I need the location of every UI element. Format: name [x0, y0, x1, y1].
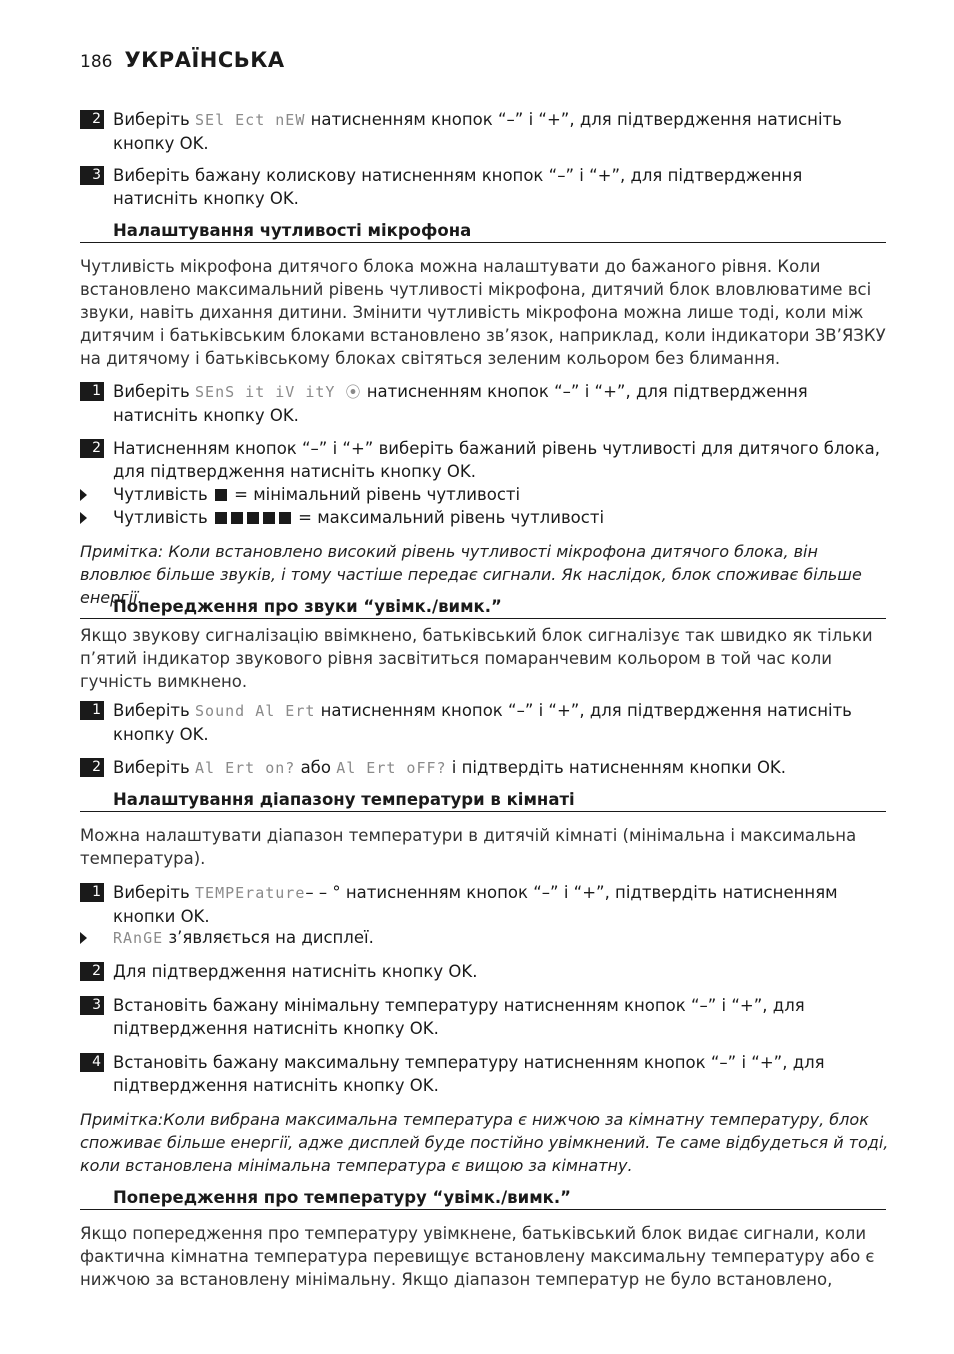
note-text: Примітка:Коли вибрана максимальна температура є нижчою за кімнатну температуру, блок споживає більше енергії, адже дисплей буде постійно увімкнений. Те саме відбудеться й тоді, коли встановлена мінімальна температура є вищою за кімнатну.: [80, 1110, 889, 1175]
lcd-text: RAnGE: [113, 929, 164, 947]
level-square-icon: [215, 512, 227, 524]
step-item: [80, 960, 888, 983]
step-text: Виберіть SEnS it iV itY ⦿ натисненням кнопок “–” і “+”, для підтвердження натисніть кнопку OK.: [113, 382, 808, 425]
step-number: 4: [80, 1053, 104, 1072]
step-number: 3: [80, 166, 104, 185]
bullet-item: Чутливість = максимальний рівень чутливості: [80, 506, 888, 529]
microphone-icon: ⦿: [335, 383, 362, 401]
step-text: Натисненням кнопок “–” і “+” виберіть бажаний рівень чутливості для дитячого блока, для підтвердження натисніть кнопку OK.: [113, 439, 880, 481]
step-text: Встановіть бажану мінімальну температуру натисненням кнопок “–” і “+”, для підтвердження натисніть кнопку OK.: [113, 996, 805, 1038]
step-item: [80, 164, 888, 210]
section-paragraph: Чутливість мікрофона дитячого блока можна налаштувати до бажаного рівня. Коли встановлено максимальний рівень чутливості мікрофона, дитячий блок вловлюватиме всі звуки, навіть дихання дитини. Змінити чутливість мікрофона можна лише тоді, коли між дитячим і батьківським блоками встановлено зв’язок, наприклад, коли індикатори ЗВ’ЯЗКУ на дитячому і батьківському блоках світяться зеленим кольором без блимання.: [80, 257, 886, 368]
step-item: [80, 380, 888, 427]
note-text: Примітка: Коли встановлено високий рівень чутливості мікрофона дитячого блока, він вловлює більше звуків, і тому частіше передає сигнали. Як наслідок, блок споживає більше енергії.: [80, 542, 862, 607]
step-text: Виберіть Al Ert on? або Al Ert oFF? і підтвердіть натисненням кнопки OK.: [113, 758, 786, 777]
lcd-text: SEnS it iV itY: [195, 383, 336, 401]
section-heading: Попередження про звуки “увімк./вимк.”: [80, 597, 886, 619]
bullet-arrow-icon: [80, 512, 87, 524]
step-text: Виберіть Sound Al Ert натисненням кнопок “–” і “+”, для підтвердження натисніть кнопку OK.: [113, 701, 852, 744]
lcd-text: SEl Ect nEW: [195, 111, 306, 129]
step-text: Виберіть SEl Ect nEW натисненням кнопок “–” і “+”, для підтвердження натисніть кнопку OK.: [113, 110, 842, 153]
step-number: 2: [80, 758, 104, 777]
step-text: Виберіть TEMPErature– – ° натисненням кнопок “–” і “+”, підтвердіть натисненням кнопки OK.: [113, 883, 838, 926]
lcd-text: Al Ert oFF?: [336, 759, 447, 777]
bullet-arrow-icon: [80, 489, 87, 501]
step-number: 2: [80, 110, 104, 129]
step-item: [80, 1051, 888, 1097]
step-item: [80, 994, 888, 1040]
level-square-icon: [247, 512, 259, 524]
section-paragraph: Якщо попередження про температуру увімкнене, батьківський блок видає сигнали, коли фактична кімнатна температура перевищує встановлену максимальну температуру або є нижчою за встановлену мінімальну. Якщо діапазон температур не було встановлено,: [80, 1224, 875, 1289]
step-text: Встановіть бажану максимальну температуру натисненням кнопок “–” і “+”, для підтвердження натисніть кнопку OK.: [113, 1053, 825, 1095]
section-heading: Попередження про температуру “увімк./вимк.”: [80, 1188, 886, 1210]
page-number: 186: [80, 52, 113, 72]
bullet-arrow-icon: [80, 932, 87, 944]
step-number: 2: [80, 962, 104, 981]
section-paragraph: Можна налаштувати діапазон температури в дитячій кімнаті (мінімальна і максимальна температура).: [80, 826, 857, 868]
bullet-item: RAnGE з’являється на дисплеї.: [80, 926, 888, 950]
page-header: [80, 48, 285, 72]
step-text: Виберіть бажану колискову натисненням кнопок “–” і “+”, для підтвердження натисніть кнопку OK.: [113, 166, 803, 208]
step-item: [80, 756, 888, 780]
lcd-text: TEMPErature: [195, 884, 306, 902]
section-heading: Налаштування чутливості мікрофона: [80, 221, 886, 243]
level-square-icon: [231, 512, 243, 524]
step-item: [80, 108, 888, 155]
language-title: УКРАЇНСЬКА: [124, 48, 285, 72]
lcd-text: Sound Al Ert: [195, 702, 316, 720]
step-number: 1: [80, 382, 104, 401]
level-square-icon: [279, 512, 291, 524]
level-square-icon: [215, 489, 227, 501]
section-paragraph: Якщо звукову сигналізацію ввімкнено, батьківський блок сигналізує так швидко як тільки п’ятий індикатор звукового рівня засвітиться помаранчевим кольором в той час коли гучність вимкнено.: [80, 626, 873, 691]
step-item: [80, 699, 888, 746]
step-item: [80, 881, 888, 928]
bullet-item: Чутливість = мінімальний рівень чутливості: [80, 483, 888, 506]
step-number: 1: [80, 701, 104, 720]
section-heading: Налаштування діапазону температури в кімнаті: [80, 790, 886, 812]
step-number: 2: [80, 439, 104, 458]
lcd-text: Al Ert on?: [195, 759, 296, 777]
step-item: [80, 437, 888, 483]
step-number: 3: [80, 996, 104, 1015]
step-text: Для підтвердження натисніть кнопку OK.: [113, 962, 478, 981]
step-number: 1: [80, 883, 104, 902]
level-square-icon: [263, 512, 275, 524]
